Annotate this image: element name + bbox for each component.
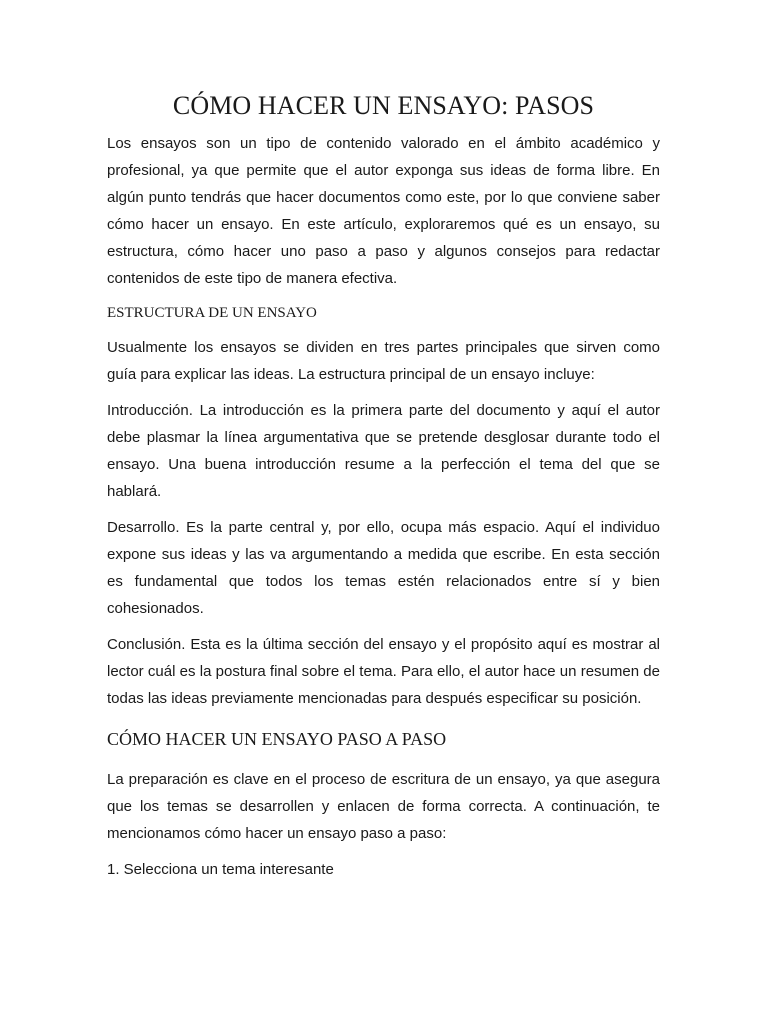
section-heading-structure: ESTRUCTURA DE UN ENSAYO xyxy=(107,305,317,321)
development-paragraph: Desarrollo. Es la parte central y, por ello, ocupa más espacio. Aquí el individuo expone sus ideas y las va argumentando a medida que escribe. En esta sección es fundamental que todos los temas estén relacionados entre sí y bien cohesionados. xyxy=(107,519,660,617)
introduction-paragraph: Introducción. La introducción es la primera parte del documento y aquí el autor debe plasmar la línea argumentativa que se pretende desglosar durante todo el ensayo. Una buena introducción resume a la perfección el tema del que se hablará. xyxy=(107,402,660,500)
document-page xyxy=(107,88,660,883)
section-heading-steps: CÓMO HACER UN ENSAYO PASO A PASO xyxy=(107,729,447,749)
steps-intro-paragraph: La preparación es clave en el proceso de escritura de un ensayo, ya que asegura que los temas se desarrollen y enlacen de forma correcta. A continuación, te mencionamos cómo hacer un ensayo paso a paso: xyxy=(107,771,660,842)
conclusion-paragraph: Conclusión. Esta es la última sección del ensayo y el propósito aquí es mostrar al lector cuál es la postura final sobre el tema. Para ello, el autor hace un resumen de todas las ideas previamente mencionadas para después especificar su posición. xyxy=(107,636,660,707)
intro-paragraph: Los ensayos son un tipo de contenido valorado en el ámbito académico y profesional, ya que permite que el autor exponga sus ideas de forma libre. En algún punto tendrás que hacer documentos como este, por lo que conviene saber cómo hacer un ensayo. En este artículo, exploraremos qué es un ensayo, su estructura, cómo hacer uno paso a paso y algunos consejos para redactar contenidos de este tipo de manera efectiva. xyxy=(107,135,660,287)
structure-paragraph: Usualmente los ensayos se dividen en tres partes principales que sirven como guía para explicar las ideas. La estructura principal de un ensayo incluye: xyxy=(107,339,660,383)
document-title: CÓMO HACER UN ENSAYO: PASOS xyxy=(172,91,595,120)
list-item: 1. Selecciona un tema interesante xyxy=(107,861,334,878)
